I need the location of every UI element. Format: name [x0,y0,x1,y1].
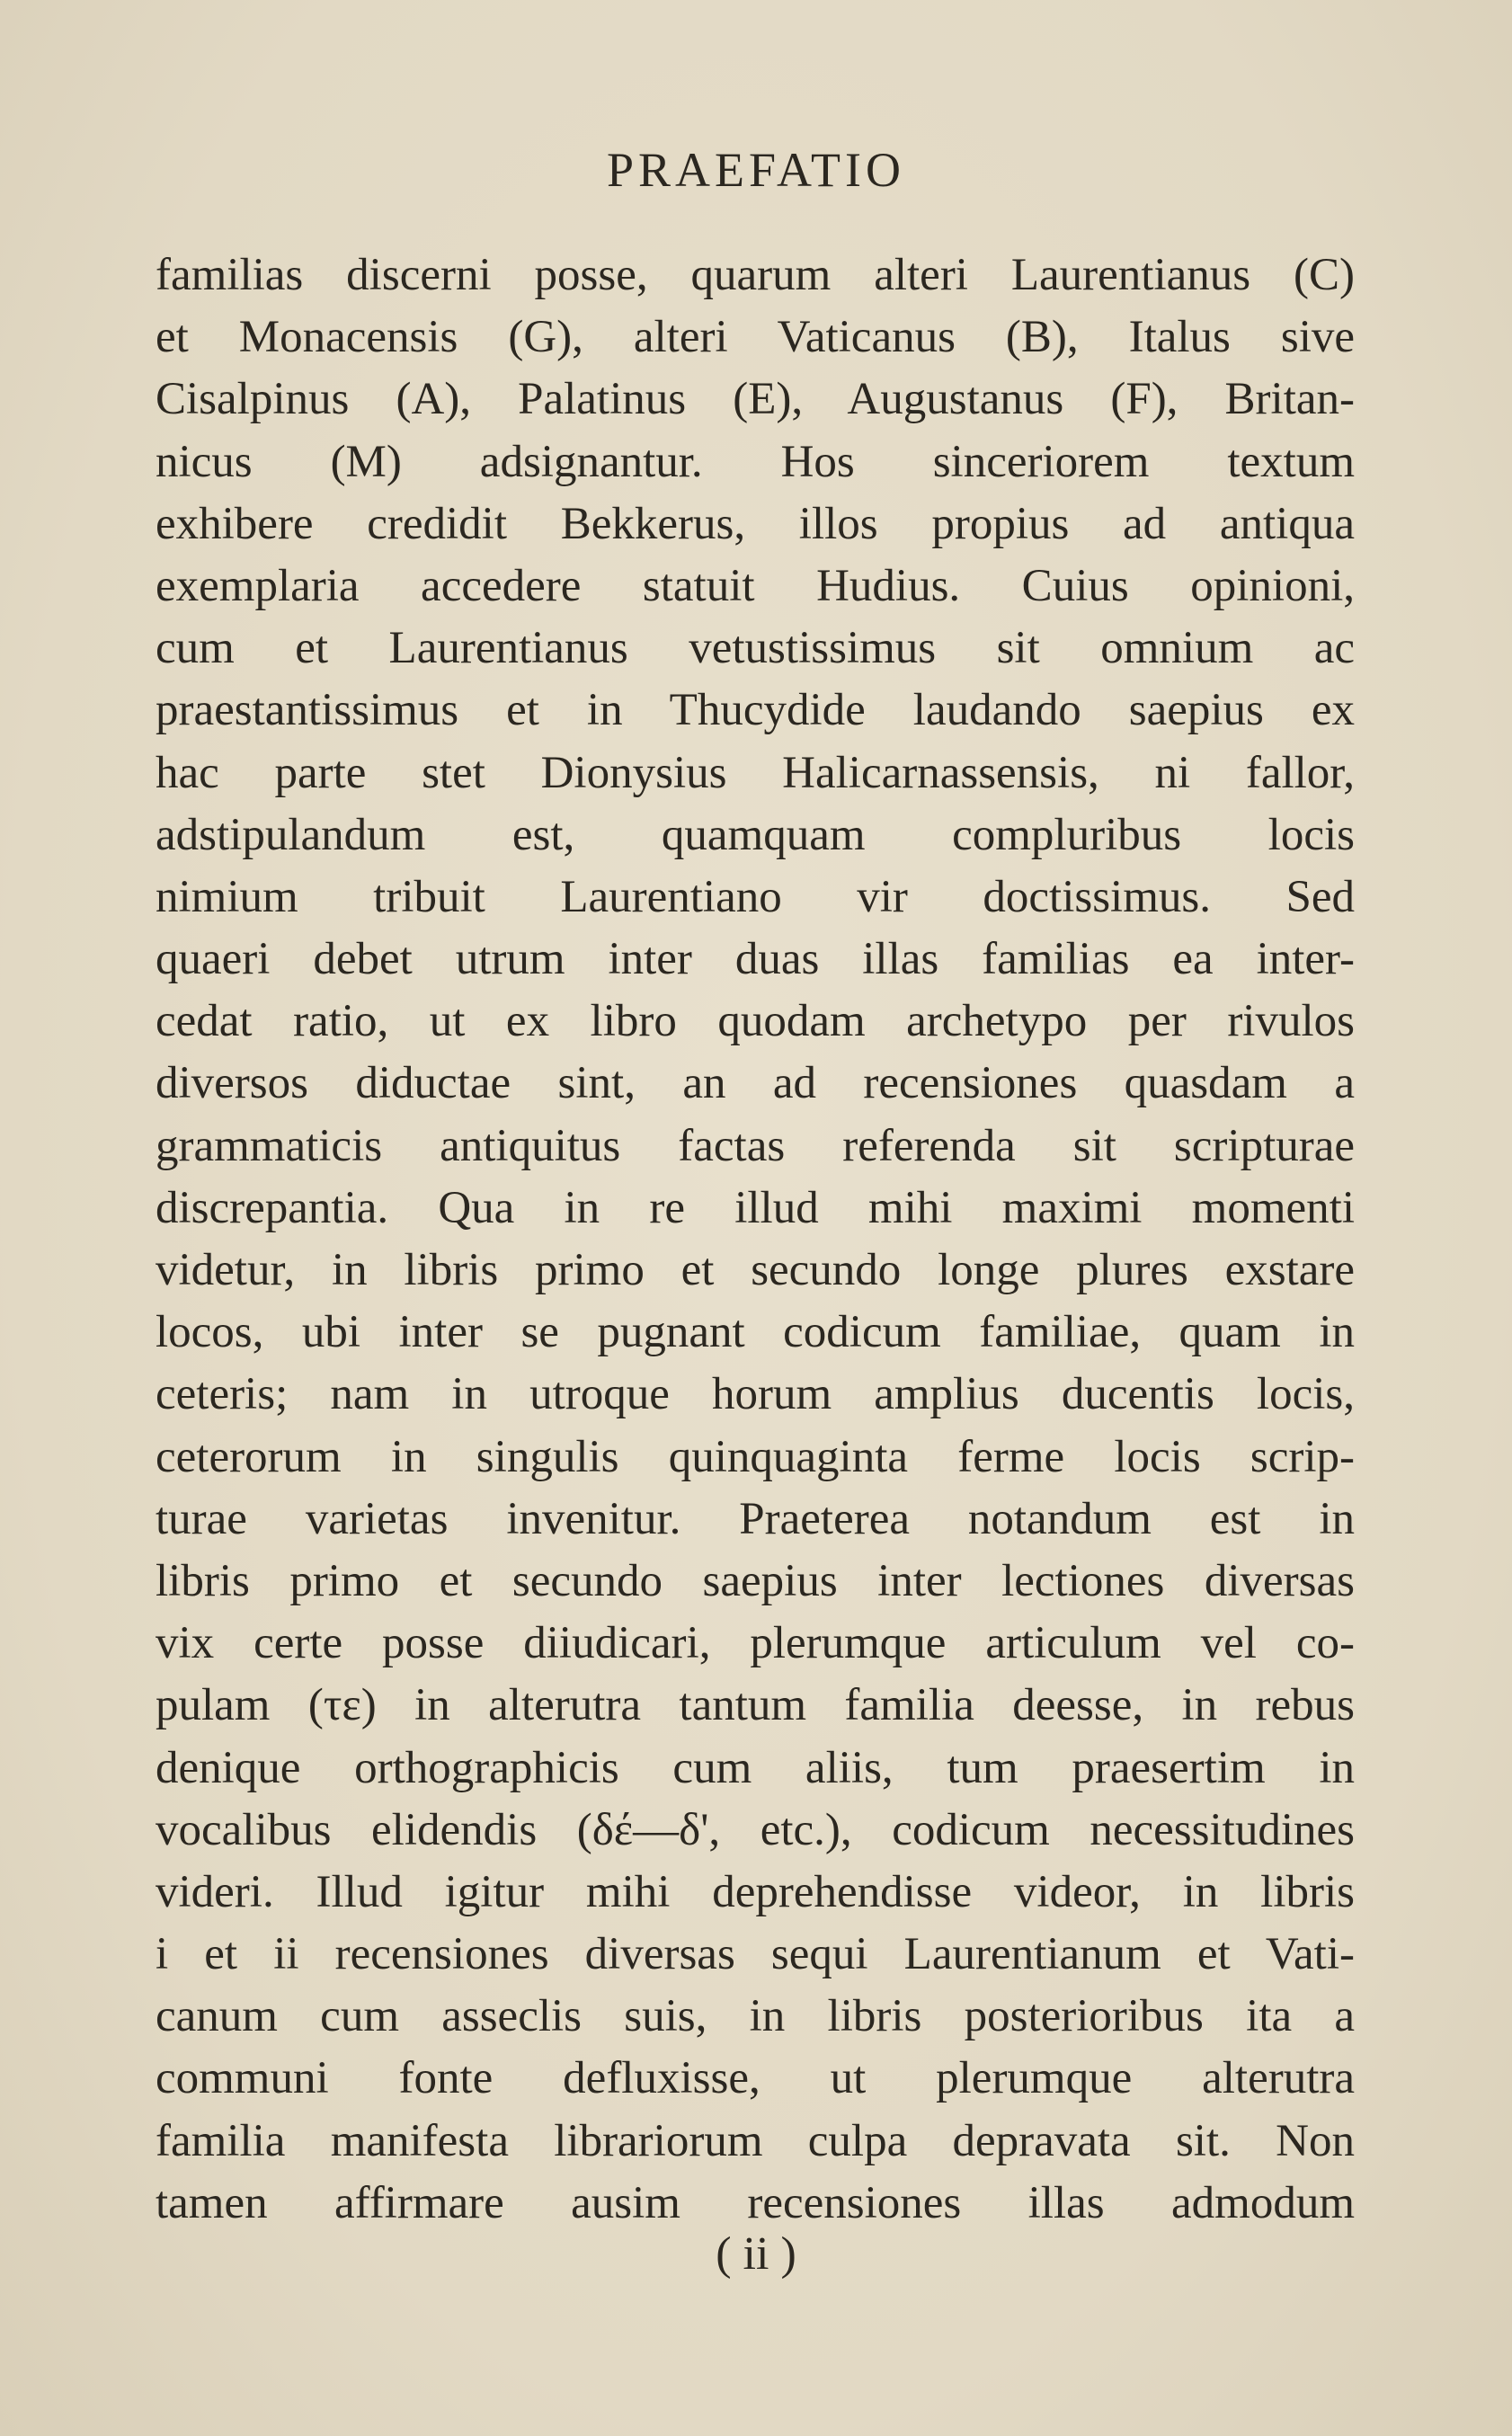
text-line: nimium tribuit Laurentiano vir doctissimus. Sed [156,871,1355,922]
text-line: cedat ratio, ut ex libro quodam archetypo per rivulos [156,996,1355,1047]
text-line: hac parte stet Dionysius Halicarnassensis, ni fallor, [156,747,1355,798]
text-line: tamen affirmare ausim recensiones illas admodum [156,2177,1355,2228]
text-line: canum cum asseclis suis, in libris posterioribus ita a [156,1991,1355,2042]
text-line: libris primo et secundo saepius inter lectiones diversas [156,1555,1355,1606]
text-line: ceteris; nam in utroque horum amplius ducentis locis, [156,1369,1355,1420]
text-line: praestantissimus et in Thucydide laudando saepius ex [156,685,1355,736]
text-line: vix certe posse diiudicari, plerumque articulum vel co- [156,1618,1355,1669]
page-number: ( ii ) [716,2228,796,2280]
text-line: denique orthographicis cum aliis, tum praesertim in [156,1742,1355,1793]
text-line: exhibere credidit Bekkerus, illos propius ad antiqua [156,498,1355,549]
text-line: pulam (τε) in alterutra tantum familia deesse, in rebus [156,1680,1355,1731]
text-line: grammaticis antiquitus factas referenda sit scripturae [156,1120,1355,1171]
running-head: PRAEFATIO [606,143,906,197]
text-line: nicus (M) adsignantur. Hos sinceriorem textum [156,436,1355,487]
body-text [156,244,1355,2235]
text-line: Cisalpinus (A), Palatinus (E), Augustanus (F), Britan- [156,374,1355,425]
text-line: familias discerni posse, quarum alteri Laurentianus (C) [156,250,1355,300]
text-line: i et ii recensiones diversas sequi Laurentianum et Vati- [156,1929,1355,1980]
text-line: et Monacensis (G), alteri Vaticanus (B), Italus sive [156,312,1355,363]
text-line: ceterorum in singulis quinquaginta ferme locis scrip- [156,1431,1355,1482]
text-line: vocalibus elidendis (δέ—δ', etc.), codicum necessitudines [156,1804,1355,1855]
text-line: diversos diductae sint, an ad recensiones quasdam a [156,1058,1355,1109]
text-line: videri. Illud igitur mihi deprehendisse videor, in libris [156,1866,1355,1917]
text-line: turae varietas invenitur. Praeterea notandum est in [156,1493,1355,1544]
text-line: exemplaria accedere statuit Hudius. Cuius opinioni, [156,560,1355,611]
text-line: communi fonte defluxisse, ut plerumque alterutra [156,2053,1355,2104]
text-line: familia manifesta librariorum culpa depravata sit. Non [156,2115,1355,2166]
text-line: locos, ubi inter se pugnant codicum familiae, quam in [156,1307,1355,1358]
text-line: videtur, in libris primo et secundo longe plures exstare [156,1245,1355,1295]
text-line: adstipulandum est, quamquam compluribus locis [156,809,1355,860]
text-line: discrepantia. Qua in re illud mihi maximi momenti [156,1182,1355,1233]
text-line: cum et Laurentianus vetustissimus sit omnium ac [156,623,1355,674]
text-line: quaeri debet utrum inter duas illas familias ea inter- [156,934,1355,985]
